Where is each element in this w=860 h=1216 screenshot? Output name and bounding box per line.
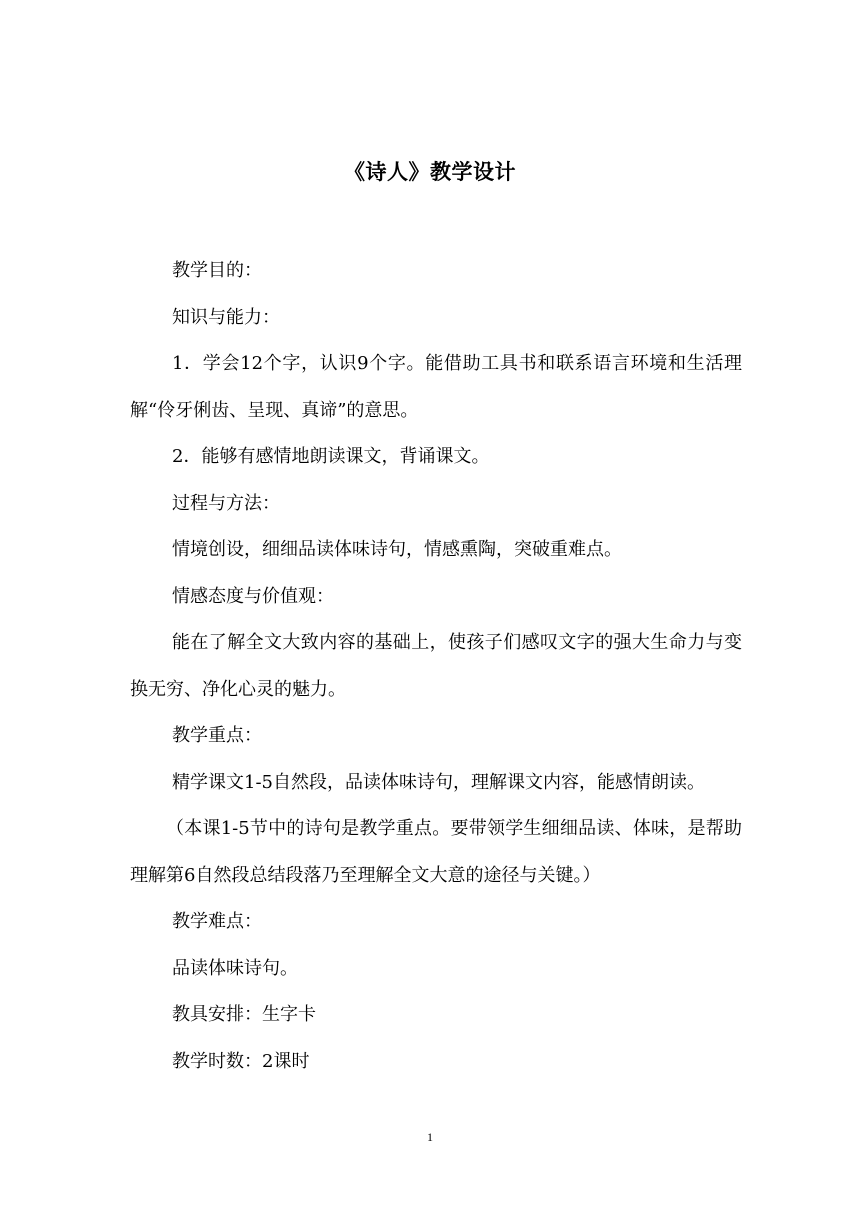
page-number: 1 [427, 1130, 433, 1144]
document-body [130, 248, 742, 1085]
paragraph-process-method-heading: 过程与方法： [172, 492, 280, 514]
paragraph-teaching-aids: 教具安排：生字卡 [172, 1004, 316, 1025]
paragraph-difficulty: 品读体味诗句。 [172, 957, 298, 979]
paragraph-teaching-goals-heading: 教学目的： [172, 260, 262, 281]
paragraph-key-points-note: （本课1-5节中的诗句是教学重点。要带领学生细细品读、体味，是帮助理解第6自然段总结段落乃至理解全文大意的途径与关键。） [130, 818, 742, 886]
paragraph-class-hours: 教学时数：2课时 [172, 1050, 310, 1072]
paragraph-goal-1: 1．学会12个字，认识9个字。能借助工具书和联系语言环境和生活理解“伶牙俐齿、呈现、真谛”的意思。 [130, 353, 742, 421]
paragraph-key-points-heading: 教学重点： [172, 725, 262, 746]
paragraph-emotion-values: 能在了解全文大致内容的基础上，使孩子们感叹文字的强大生命力与变换无穷、净化心灵的魅力。 [130, 632, 742, 700]
paragraph-emotion-values-heading: 情感态度与价值观： [172, 585, 334, 607]
paragraph-goal-2: 2．能够有感情地朗读课文，背诵课文。 [172, 446, 490, 467]
paragraph-knowledge-ability-heading: 知识与能力： [172, 306, 280, 328]
paragraph-process-method: 情境创设，细细品读体味诗句，情感熏陶，突破重难点。 [172, 539, 622, 560]
document-title: 《诗人》教学设计 [344, 159, 516, 184]
paragraph-key-points: 精学课文1-5自然段，品读体味诗句，理解课文内容，能感情朗读。 [172, 771, 705, 793]
paragraph-difficulty-heading: 教学难点： [172, 911, 262, 932]
